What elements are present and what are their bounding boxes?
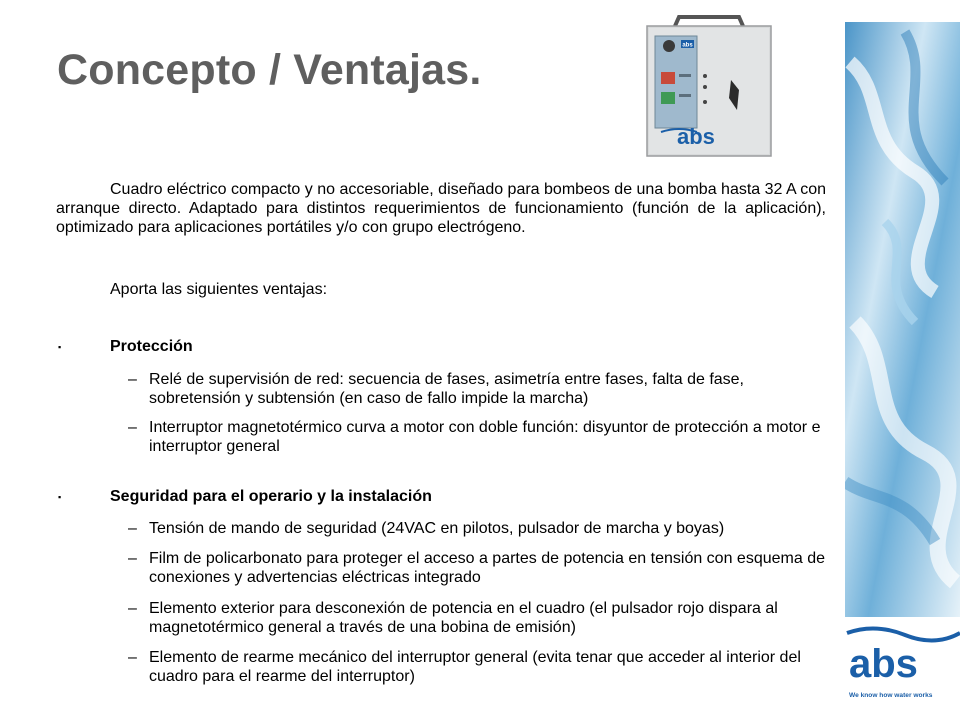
section-heading-protection: Protección: [110, 338, 193, 355]
section-heading-safety: Seguridad para el operario y la instalación: [110, 488, 432, 505]
list-item: [128, 549, 828, 587]
dash-icon: –: [128, 520, 137, 537]
section-bullet-icon: ▪: [58, 342, 62, 352]
dash-icon: –: [128, 550, 137, 567]
intro-text: Cuadro eléctrico compacto y no accesoriable, diseñado para bombeos de una bomba hasta 32 A con arranque directo. Adaptado para distintos requerimientos de funcionamiento (función de la aplicación), optimizado para aplicaciones portátiles y/o con grupo electrógeno.: [56, 181, 827, 236]
brand-logo: [845, 625, 960, 705]
list-item: [128, 370, 828, 408]
list-item: [128, 519, 828, 538]
panel-logo-text: abs: [682, 42, 693, 49]
section-bullet-icon: ▪: [58, 492, 62, 502]
list-item: [128, 418, 828, 456]
list-item: [128, 599, 828, 637]
list-item-text: Film de policarbonato para proteger el acceso a partes de potencia en tensión con esquema de conexiones y advertencias eléctricas integrado: [149, 550, 825, 586]
control-box-image: [639, 14, 777, 160]
advantages-lead: Aporta las siguientes ventajas:: [110, 281, 328, 298]
list-item-text: Elemento de rearme mecánico del interruptor general (evita tenar que acceder al interior del cuadro para el rearme del interruptor): [149, 649, 801, 685]
intro-paragraph: [56, 180, 826, 237]
dash-icon: –: [128, 649, 137, 666]
logo-text: abs: [849, 642, 918, 686]
door-logo-text: abs: [677, 124, 715, 149]
dash-icon: –: [128, 419, 137, 436]
slide-title: Concepto / Ventajas.: [57, 46, 482, 94]
list-item-text: Relé de supervisión de red: secuencia de fases, asimetría entre fases, falta de fase, sobretensión y subtensión (en caso de fallo impide la marcha): [149, 371, 744, 407]
dash-icon: –: [128, 600, 137, 617]
water-background-image: [845, 22, 960, 617]
dash-icon: –: [128, 371, 137, 388]
list-item: [128, 648, 828, 686]
list-item-text: Elemento exterior para desconexión de potencia en el cuadro (el pulsador rojo dispara al magnetotérmico general a través de una bobina de emisión): [149, 600, 778, 636]
abs-logo-mark: [845, 625, 960, 705]
list-item-text: Interruptor magnetotérmico curva a motor con doble función: disyuntor de protección a motor e interruptor general: [149, 419, 821, 455]
list-item-text: Tensión de mando de seguridad (24VAC en pilotos, pulsador de marcha y boyas): [149, 520, 725, 537]
logo-tagline: We know how water works: [849, 692, 933, 699]
